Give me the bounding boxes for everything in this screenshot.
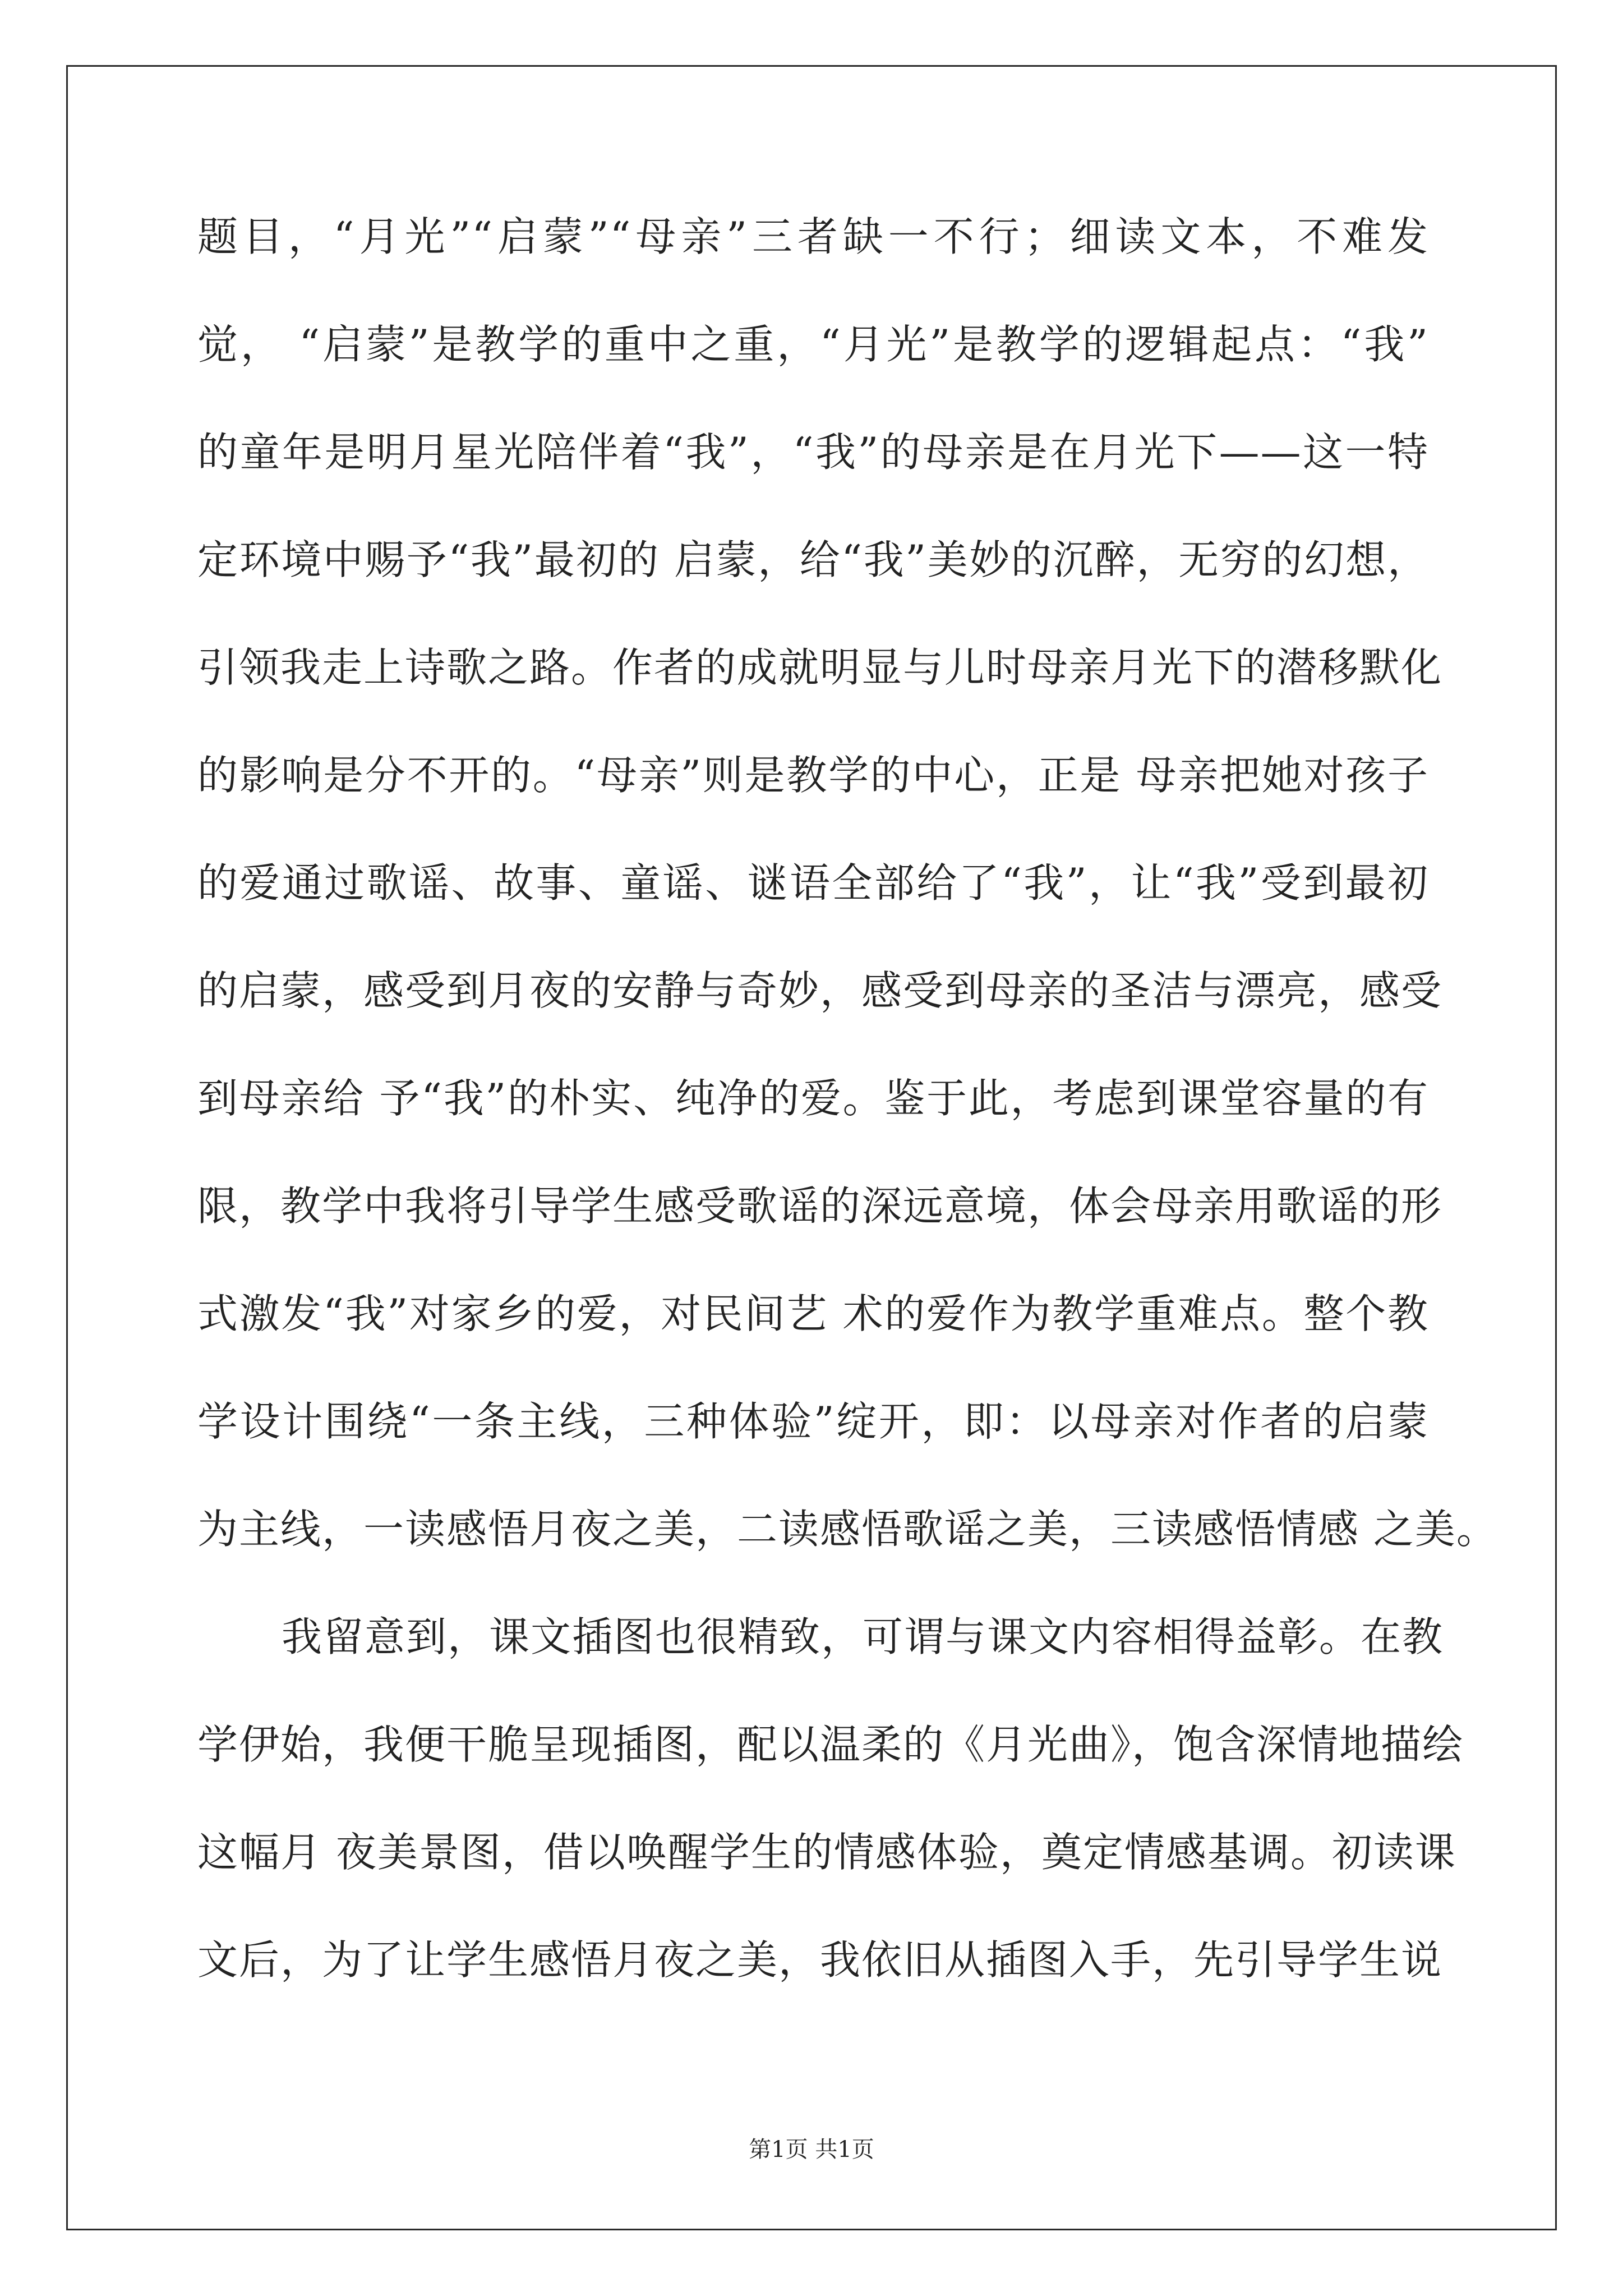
text-line: 的爱通过歌谣、故事、童谣、谜语全部给了“我”，让“我”受到最初 [197,859,1429,907]
text-line: 的启蒙，感受到月夜的安静与奇妙，感受到母亲的圣洁与漂亮，感受 [197,967,1443,1014]
text-line: 学伊始，我便干脆呈现插图，配以温柔的《月光曲》，饱含深情地描绘 [197,1721,1464,1768]
text-line: 引领我走上诗歌之路。作者的成就明显与儿时母亲月光下的潜移默化 [197,644,1443,691]
text-line: 的影响是分不开的。“母亲”则是教学的中心，正是 母亲把她对孩子 [197,752,1429,799]
text-line: 定环境中赐予“我”最初的 启蒙，给“我”美妙的沉醉，无穷的幻想， [197,536,1429,583]
page-footer: 第1页 共1页 [749,2137,874,2162]
text-line: 限，教学中我将引导学生感受歌谣的深远意境，体会母亲用歌谣的形 [197,1182,1443,1230]
text-line: 式激发“我”对家乡的爱，对民间艺 术的爱作为教学重难点。整个教 [197,1290,1429,1337]
text-line: 为主线，一读感悟月夜之美，二读感悟歌谣之美，三读感悟情感 之美。 [197,1506,1498,1553]
text-line: 到母亲给 予“我”的朴实、纯净的爱。鉴于此，考虑到课堂容量的有 [197,1075,1429,1122]
text-line: 觉， “启蒙”是教学的重中之重，“月光”是教学的逻辑起点：“我” [197,321,1429,368]
text-line: 我留意到，课文插图也很精致，可谓与课文内容相得益彰。在教 [282,1613,1444,1660]
text-line: 的童年是明月星光陪伴着“我”，“我”的母亲是在月光下——这一特 [197,429,1429,476]
text-line: 题目，“月光”“启蒙”“母亲”三者缺一不行；细读文本，不难发 [197,213,1429,260]
text-line: 文后，为了让学生感悟月夜之美，我依旧从插图入手，先引导学生说 [197,1936,1443,1984]
document-body [197,213,1498,2045]
text-line: 这幅月 夜美景图，借以唤醒学生的情感体验，奠定情感基调。初读课 [197,1829,1456,1876]
text-line: 学设计围绕“一条主线，三种体验”绽开，即：以母亲对作者的启蒙 [197,1398,1429,1445]
